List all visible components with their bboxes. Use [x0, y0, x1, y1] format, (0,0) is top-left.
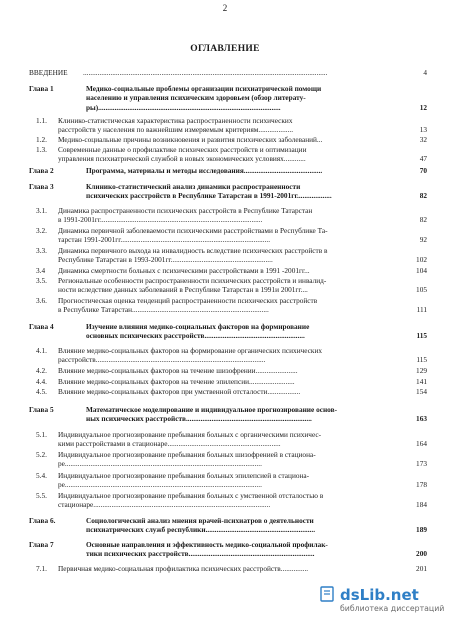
toc-entry-text [86, 322, 421, 341]
toc-entry-label: 4.4. [36, 377, 47, 386]
toc-entry-label: ВВЕДЕНИЕ [29, 68, 68, 77]
toc-entry-line: Влияние медико-социальных факторов при умственной отсталости.................. [58, 387, 301, 396]
toc-entry-text [58, 346, 418, 365]
toc-entry-text [58, 387, 418, 396]
toc-entry-line: ре............................................................................................................ [58, 459, 262, 469]
toc-entry-line: Клинико-статистический анализ динамики распространенности [86, 182, 301, 191]
toc-entry-label: 1.2. [36, 135, 47, 144]
toc-entry-label: Глава 2 [29, 166, 54, 175]
toc-entry-line: стационаре................................................................................................. [58, 500, 271, 510]
toc-entry-line: ных психических расстройств..................................................................... [86, 414, 312, 424]
toc-entry-line: Медико-социальные проблемы организации психиатрической помощи [86, 84, 322, 93]
toc-entry-label: Глава 5 [29, 405, 54, 414]
toc-entry-page: 129 [416, 366, 427, 375]
toc-entry-text [86, 84, 421, 112]
toc-entry-line: Программа, материалы и методы исследования........................................... [86, 166, 323, 175]
toc-entry-line: в 1991-2001гг......................................................................................... [58, 215, 263, 225]
toc-entry-label: 4.1. [36, 346, 47, 355]
toc-entry-label: 5.1. [36, 430, 47, 439]
toc-entry-text [58, 116, 418, 135]
toc-entry-page: 102 [416, 255, 427, 265]
toc-entry-line: расстройств у населения по важнейшим измеряемым критериям................... [58, 125, 294, 135]
toc-entry-line: Индивидуальное прогнозирование пребывания больных с умственной отсталостью в [58, 491, 324, 500]
toc-entry-label: 5.2. [36, 450, 47, 459]
toc-entry-label: 5.4. [36, 471, 47, 480]
toc-entry-text [58, 296, 418, 315]
toc-entry-label: 3.3. [36, 246, 47, 255]
toc-entry-page: 189 [416, 525, 427, 535]
toc-entry-label: 1.1. [36, 116, 47, 125]
toc-entry-page: 178 [416, 480, 427, 490]
watermark-subtitle: библиотека диссертаций [340, 604, 445, 613]
toc-entry-label: Глава 3 [29, 182, 54, 191]
toc-entry-line: управления психиатрической службой в новых экономических условиях............ [58, 154, 306, 164]
toc-entry-line: основных психических расстройств....................................................... [86, 331, 305, 341]
toc-entry-label: 4.5. [36, 387, 47, 396]
toc-entry-line: психических расстройств в Республике Татарстан в 1991-2001гг................... [86, 191, 332, 201]
toc-entry-line: Медико-социальные причины возникновения и развития психических заболеваний... [58, 135, 323, 144]
toc-entry-label: 3.2. [36, 226, 47, 235]
toc-entry-label: 3.4 [36, 266, 46, 275]
toc-entry-page: 173 [416, 459, 427, 469]
toc-entry-line: кими расстройствами в стационаре.............................................................. [58, 439, 281, 449]
toc-entry-page: 12 [419, 102, 427, 112]
toc-entry-text [83, 68, 419, 77]
toc-title: ОГЛАВЛЕНИЕ [190, 44, 260, 54]
toc-entry-line: ...................................................................................................................................... [83, 68, 328, 77]
toc-entry-line: ре............................................................................................................ [58, 480, 262, 490]
toc-entry-page: 92 [419, 235, 427, 245]
toc-entry-line: ры).................................................................................................... [86, 102, 281, 112]
toc-entry-text [86, 405, 421, 424]
toc-entry-text [86, 540, 421, 559]
toc-entry-line: Основные направления и эффективность медико-социальной профилак- [86, 540, 328, 549]
toc-entry-page: 82 [419, 215, 427, 225]
toc-entry-page: 82 [419, 191, 427, 201]
toc-entry-text [58, 366, 418, 375]
toc-entry-text [86, 182, 421, 201]
toc-entry-line: Республике Татарстан в 1993-2001гг........................................................ [58, 255, 273, 265]
toc-entry-line: Индивидуальное прогнозирование пребывания больных с органическими психичес- [58, 430, 322, 439]
toc-entry-label: 1.3. [36, 145, 47, 154]
toc-entry-line: Изучение влияния медико-социальных факторов на формирование [86, 322, 310, 331]
toc-entry-text [58, 377, 418, 386]
toc-entry-text [58, 226, 418, 245]
toc-entry-text [58, 266, 418, 275]
toc-entry-line: Математическое моделирование и индивидуальное прогнозирование основ- [86, 405, 337, 414]
toc-entry-line: Индивидуальное прогнозирование пребывания больных эпилепсией в стациона- [58, 471, 310, 480]
toc-entry-text [58, 276, 418, 295]
toc-entry-text [58, 450, 418, 469]
toc-entry-label: 7.1. [36, 564, 47, 573]
toc-entry-page: 115 [416, 355, 427, 365]
toc-entry-text [58, 246, 418, 265]
toc-entry-line: Динамика смертности больных с психическими расстройствами в 1991 -2001гг... [58, 266, 310, 275]
toc-entry-line: тарстан 1991-2001гг.................................................................................. [58, 235, 271, 245]
toc-entry-label: Глава 7 [29, 540, 54, 549]
toc-entry-line: в Республике Татарстан........................................................................... [58, 305, 269, 315]
toc-entry-text [58, 491, 418, 510]
toc-entry-line: Региональные особенности распространенности психических расстройств и инвалид- [58, 276, 327, 285]
toc-entry-label: 3.1. [36, 206, 47, 215]
toc-entry-line: ности вследствие данных заболеваний в Республике Татарстан в 1991и 2001гг.... [58, 285, 308, 295]
toc-entry-line: Современные данные о профилактике психических расстройств и оптимизации [58, 145, 307, 154]
toc-entry-page: 105 [416, 285, 427, 295]
toc-entry-page: 13 [419, 125, 427, 135]
toc-entry-text [58, 471, 418, 490]
toc-entry-text [58, 206, 418, 225]
toc-entry-text [86, 166, 421, 175]
toc-entry-line: Динамика первичного выхода на инвалидность вследствие психических расстройств в [58, 246, 328, 255]
toc-entry-label: 3.6. [36, 296, 47, 305]
toc-entry-line: Динамика первичной заболеваемости психическими расстройствами в Республике Та- [58, 226, 328, 235]
toc-entry-line: расстройств............................................................................................. [58, 355, 266, 365]
toc-entry-page: 115 [416, 331, 427, 341]
toc-entry-line: Клинико-статистическая характеристика распространенности психических [58, 116, 293, 125]
toc-entry-line: Влияние медико-социальных факторов на формирование органических психических [58, 346, 323, 355]
toc-entry-page: 111 [416, 305, 427, 315]
toc-entry-line: тики психических расстройств..................................................................... [86, 549, 315, 559]
toc-entry-line: Влияние медико-социальных факторов на течение эпилепсии......................... [58, 377, 295, 386]
toc-entry-page: 200 [416, 549, 427, 559]
page-number: 2 [222, 3, 228, 13]
toc-entry-label: Глава 1 [29, 84, 54, 93]
toc-entry-text [58, 135, 418, 144]
toc-entry-page: 104 [416, 266, 427, 275]
toc-entry-page: 32 [419, 135, 427, 144]
watermark-brand: dsLib.net [340, 586, 419, 604]
toc-entry-line: Первичная медико-социальная профилактика психических расстройств............... [58, 564, 309, 573]
toc-entry-line: психиатрических служб республики............................................................ [86, 525, 316, 535]
toc-entry-label: Глава 4 [29, 322, 54, 331]
toc-entry-page: 70 [419, 166, 427, 175]
watermark [340, 584, 444, 618]
toc-entry-page: 164 [416, 439, 427, 449]
toc-entry-label: Глава 6. [29, 516, 56, 525]
toc-entry-label: 4.2. [36, 366, 47, 375]
toc-entry-line: Прогностическая оценка тенденций распространенности психических расстройств [58, 296, 318, 305]
toc-entry-text [58, 430, 418, 449]
toc-entry-page: 184 [416, 500, 427, 510]
toc-entry-label: 3.5. [36, 276, 47, 285]
toc-entry-text [86, 516, 421, 535]
toc-entry-text [58, 564, 418, 573]
toc-entry-line: Динамика распространенности психических расстройств в Республике Татарстан [58, 206, 313, 215]
book-icon [320, 586, 334, 602]
toc-entry-line: населению и управления психическим здоровьем (обзор литерату- [86, 93, 306, 103]
toc-entry-line: Индивидуальное прогнозирование пребывания больных шизофренией в стациона- [58, 450, 316, 459]
toc-entry-page: 47 [419, 154, 427, 164]
toc-entry-page: 154 [416, 387, 427, 396]
toc-entry-label: 5.5. [36, 491, 47, 500]
toc-entry-page: 4 [423, 68, 427, 77]
toc-entry-line: Влияние медико-социальных факторов на течение шизофрении....................... [58, 366, 298, 375]
toc-entry-page: 141 [416, 377, 427, 386]
toc-entry-line: Социологический анализ мнения врачей-психиатров о деятельности [86, 516, 314, 525]
toc-entry-text [58, 145, 418, 164]
toc-entry-page: 163 [416, 414, 427, 424]
toc-entry-page: 201 [416, 564, 427, 573]
